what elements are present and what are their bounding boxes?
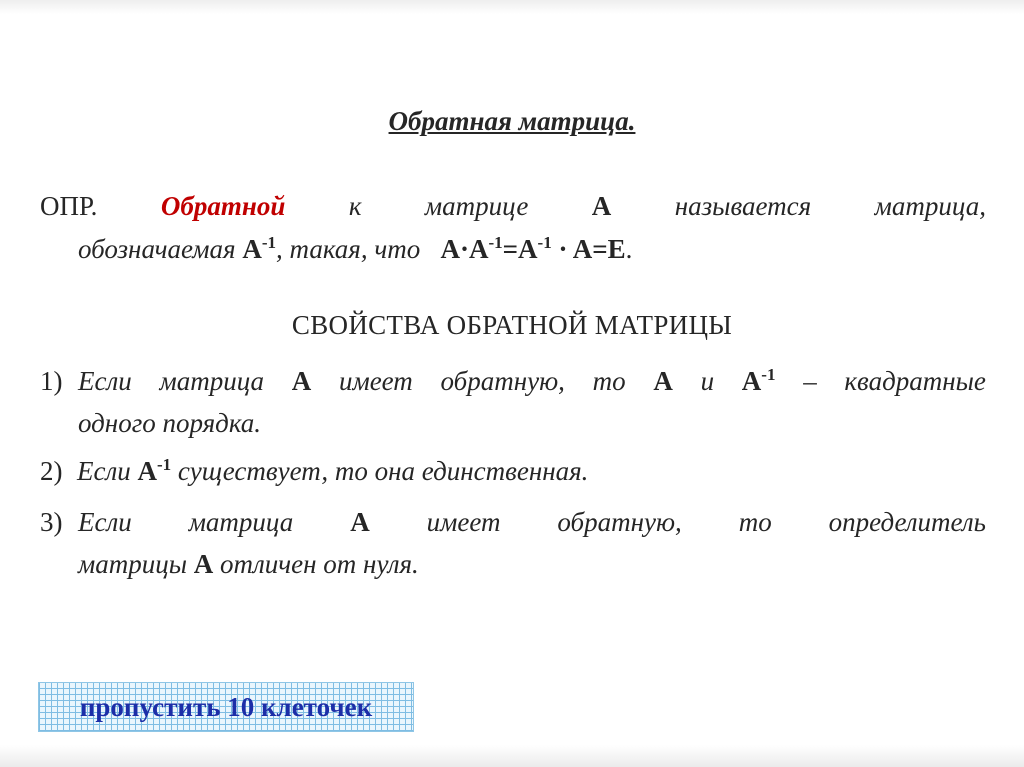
matrix-symbol: A bbox=[591, 191, 612, 221]
slide-bottom-edge bbox=[0, 745, 1024, 767]
equation: $A\cdot A^{-1}=A^{-1} \cdot A=E$ bbox=[440, 233, 626, 264]
properties-heading: СВОЙСТВА ОБРАТНОЙ МАТРИЦЫ bbox=[291, 310, 733, 340]
definition-term: Обратной bbox=[160, 191, 286, 221]
definition-line-1: ОПР. Обратной к матрице A называется матрица, bbox=[40, 191, 986, 221]
property-1-line-2: одного порядка. bbox=[78, 408, 262, 438]
definition-prefix: ОПР. bbox=[40, 191, 98, 221]
property-3-line-1: Если матрица A имеет обратную, то определитель bbox=[78, 507, 986, 537]
skip-cells-label: пропустить 10 клеточек bbox=[79, 691, 373, 722]
property-2-line: Если $A^{-1}$ существует, то она единственная. bbox=[77, 455, 589, 486]
slide-top-edge bbox=[0, 0, 1024, 14]
property-1-number: 1) bbox=[40, 366, 63, 396]
definition-line-2: обозначаемая $A^{-1}$, такая, что $A\cdot A^{-1}=A^{-1} \cdot A=E$. bbox=[78, 233, 633, 264]
property-3-line-2: матрицы A отличен от нуля. bbox=[78, 549, 419, 579]
skip-cells-button[interactable] bbox=[38, 682, 414, 732]
property-2-number: 2) bbox=[40, 456, 63, 486]
property-3-number: 3) bbox=[40, 507, 63, 537]
slide-title: Обратная матрица. bbox=[388, 106, 636, 136]
property-1-line-1: Если матрица A имеет обратную, то A и $A^{-1}$ – квадратные bbox=[78, 365, 986, 396]
